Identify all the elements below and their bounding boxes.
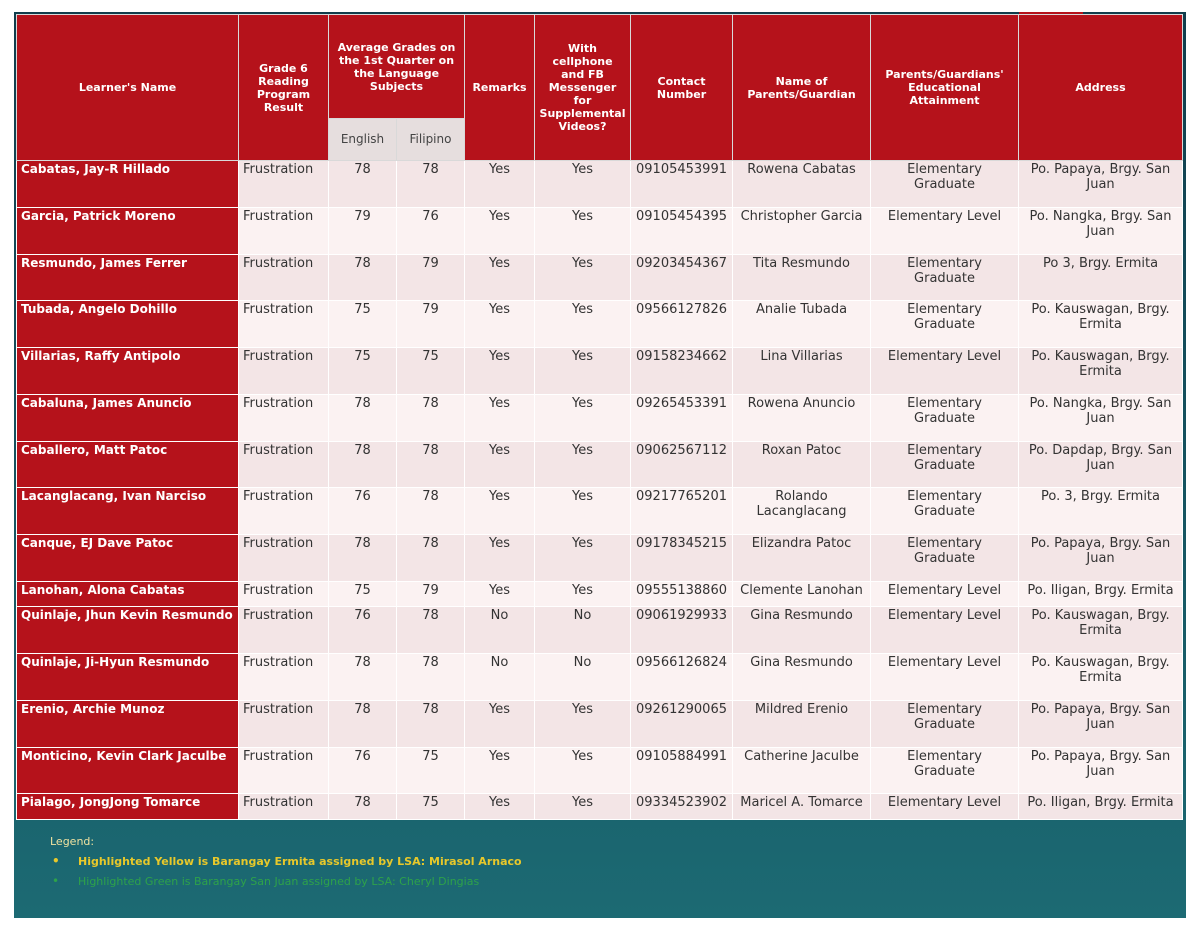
table-row	[17, 301, 1183, 348]
filipino-grade-cell: 75	[397, 747, 465, 794]
education-cell: Elementary Level	[871, 794, 1019, 820]
parent-name-cell: Elizandra Patoc	[733, 535, 871, 582]
remarks-cell: Yes	[465, 348, 535, 395]
address-cell: Po. Iligan, Brgy. Ermita	[1019, 581, 1183, 607]
learner-name-cell: Caballero, Matt Patoc	[17, 441, 239, 488]
education-cell: Elementary Level	[871, 348, 1019, 395]
remarks-cell: Yes	[465, 488, 535, 535]
header-average-grades: Average Grades on the 1st Quarter on the Language Subjects	[329, 15, 465, 119]
english-grade-cell: 76	[329, 488, 397, 535]
education-cell: Elementary Graduate	[871, 254, 1019, 301]
english-grade-cell: 78	[329, 654, 397, 701]
english-grade-cell: 75	[329, 301, 397, 348]
cellphone-cell: Yes	[535, 348, 631, 395]
legend-item-green	[52, 872, 750, 890]
reading-result-cell: Frustration	[239, 161, 329, 208]
header-contact: Contact Number	[631, 15, 733, 161]
education-cell: Elementary Graduate	[871, 301, 1019, 348]
table-row	[17, 700, 1183, 747]
english-grade-cell: 78	[329, 161, 397, 208]
remarks-cell: Yes	[465, 794, 535, 820]
parent-name-cell: Rolando Lacanglacang	[733, 488, 871, 535]
parent-name-cell: Maricel A. Tomarce	[733, 794, 871, 820]
contact-number-cell: 09061929933	[631, 607, 733, 654]
table-row	[17, 747, 1183, 794]
header-education: Parents/Guardians' Educational Attainment	[871, 15, 1019, 161]
english-grade-cell: 75	[329, 348, 397, 395]
cellphone-cell: Yes	[535, 581, 631, 607]
contact-number-cell: 09265453391	[631, 394, 733, 441]
table-row	[17, 161, 1183, 208]
reading-result-cell: Frustration	[239, 794, 329, 820]
remarks-cell: Yes	[465, 394, 535, 441]
learner-name-cell: Resmundo, James Ferrer	[17, 254, 239, 301]
reading-result-cell: Frustration	[239, 581, 329, 607]
learner-name-cell: Lacanglacang, Ivan Narciso	[17, 488, 239, 535]
learners-table	[16, 14, 1183, 820]
filipino-grade-cell: 75	[397, 794, 465, 820]
table-row	[17, 207, 1183, 254]
english-grade-cell: 78	[329, 254, 397, 301]
header-cellphone: With cellphone and FB Messenger for Supplemental Videos?	[535, 15, 631, 161]
bullet-icon: •	[52, 854, 60, 868]
education-cell: Elementary Graduate	[871, 535, 1019, 582]
education-cell: Elementary Level	[871, 607, 1019, 654]
english-grade-cell: 76	[329, 747, 397, 794]
contact-number-cell: 09105453991	[631, 161, 733, 208]
contact-number-cell: 09261290065	[631, 700, 733, 747]
parent-name-cell: Clemente Lanohan	[733, 581, 871, 607]
header-english: English	[329, 119, 397, 161]
education-cell: Elementary Graduate	[871, 747, 1019, 794]
cellphone-cell: Yes	[535, 441, 631, 488]
reading-result-cell: Frustration	[239, 488, 329, 535]
parent-name-cell: Rowena Cabatas	[733, 161, 871, 208]
education-cell: Elementary Graduate	[871, 488, 1019, 535]
reading-result-cell: Frustration	[239, 535, 329, 582]
parent-name-cell: Christopher Garcia	[733, 207, 871, 254]
parent-name-cell: Analie Tubada	[733, 301, 871, 348]
parent-name-cell: Rowena Anuncio	[733, 394, 871, 441]
cellphone-cell: Yes	[535, 394, 631, 441]
parent-name-cell: Gina Resmundo	[733, 654, 871, 701]
remarks-cell: Yes	[465, 581, 535, 607]
table-row	[17, 794, 1183, 820]
legend-text-ermita: Highlighted Yellow is Barangay Ermita assigned by LSA: Mirasol Arnaco	[78, 854, 522, 868]
contact-number-cell: 09203454367	[631, 254, 733, 301]
reading-result-cell: Frustration	[239, 747, 329, 794]
parent-name-cell: Tita Resmundo	[733, 254, 871, 301]
address-cell: Po. Papaya, Brgy. San Juan	[1019, 161, 1183, 208]
english-grade-cell: 79	[329, 207, 397, 254]
education-cell: Elementary Graduate	[871, 700, 1019, 747]
learner-name-cell: Lanohan, Alona Cabatas	[17, 581, 239, 607]
english-grade-cell: 78	[329, 441, 397, 488]
table-row	[17, 654, 1183, 701]
address-cell: Po 3, Brgy. Ermita	[1019, 254, 1183, 301]
address-cell: Po. Kauswagan, Brgy. Ermita	[1019, 607, 1183, 654]
table-row	[17, 254, 1183, 301]
legend-item-yellow	[52, 852, 750, 870]
learner-name-cell: Tubada, Angelo Dohillo	[17, 301, 239, 348]
filipino-grade-cell: 75	[397, 348, 465, 395]
filipino-grade-cell: 78	[397, 700, 465, 747]
address-cell: Po. Papaya, Brgy. San Juan	[1019, 700, 1183, 747]
remarks-cell: Yes	[465, 535, 535, 582]
english-grade-cell: 78	[329, 700, 397, 747]
reading-result-cell: Frustration	[239, 700, 329, 747]
remarks-cell: Yes	[465, 301, 535, 348]
contact-number-cell: 09062567112	[631, 441, 733, 488]
remarks-cell: Yes	[465, 747, 535, 794]
header-grade6-result: Grade 6 Reading Program Result	[239, 15, 329, 161]
remarks-cell: Yes	[465, 254, 535, 301]
remarks-cell: No	[465, 607, 535, 654]
table-body	[17, 161, 1183, 820]
filipino-grade-cell: 78	[397, 535, 465, 582]
header-remarks: Remarks	[465, 15, 535, 161]
contact-number-cell: 09334523902	[631, 794, 733, 820]
reading-result-cell: Frustration	[239, 254, 329, 301]
english-grade-cell: 75	[329, 581, 397, 607]
education-cell: Elementary Graduate	[871, 394, 1019, 441]
learner-name-cell: Cabatas, Jay-R Hillado	[17, 161, 239, 208]
contact-number-cell: 09566127826	[631, 301, 733, 348]
slide	[14, 12, 1186, 918]
filipino-grade-cell: 79	[397, 254, 465, 301]
learner-name-cell: Quinlaje, Jhun Kevin Resmundo	[17, 607, 239, 654]
education-cell: Elementary Level	[871, 654, 1019, 701]
address-cell: Po. Papaya, Brgy. San Juan	[1019, 747, 1183, 794]
reading-result-cell: Frustration	[239, 394, 329, 441]
cellphone-cell: Yes	[535, 535, 631, 582]
filipino-grade-cell: 78	[397, 161, 465, 208]
remarks-cell: Yes	[465, 441, 535, 488]
parent-name-cell: Mildred Erenio	[733, 700, 871, 747]
legend-text-san-juan: Highlighted Green is Barangay San Juan assigned by LSA: Cheryl Dingias	[78, 874, 480, 888]
contact-number-cell: 09105884991	[631, 747, 733, 794]
cellphone-cell: Yes	[535, 700, 631, 747]
table-row	[17, 535, 1183, 582]
cellphone-cell: Yes	[535, 301, 631, 348]
english-grade-cell: 78	[329, 535, 397, 582]
address-cell: Po. Kauswagan, Brgy. Ermita	[1019, 301, 1183, 348]
filipino-grade-cell: 78	[397, 488, 465, 535]
parent-name-cell: Gina Resmundo	[733, 607, 871, 654]
english-grade-cell: 78	[329, 394, 397, 441]
legend	[50, 835, 750, 892]
filipino-grade-cell: 79	[397, 581, 465, 607]
learner-name-cell: Villarias, Raffy Antipolo	[17, 348, 239, 395]
address-cell: Po. Kauswagan, Brgy. Ermita	[1019, 348, 1183, 395]
education-cell: Elementary Level	[871, 581, 1019, 607]
address-cell: Po. Kauswagan, Brgy. Ermita	[1019, 654, 1183, 701]
english-grade-cell: 78	[329, 794, 397, 820]
learner-name-cell: Quinlaje, Ji-Hyun Resmundo	[17, 654, 239, 701]
reading-result-cell: Frustration	[239, 654, 329, 701]
address-cell: Po. 3, Brgy. Ermita	[1019, 488, 1183, 535]
learner-name-cell: Cabaluna, James Anuncio	[17, 394, 239, 441]
table-row	[17, 607, 1183, 654]
cellphone-cell: No	[535, 607, 631, 654]
cellphone-cell: Yes	[535, 161, 631, 208]
reading-result-cell: Frustration	[239, 607, 329, 654]
learner-name-cell: Garcia, Patrick Moreno	[17, 207, 239, 254]
cellphone-cell: Yes	[535, 207, 631, 254]
table-row	[17, 394, 1183, 441]
contact-number-cell: 09105454395	[631, 207, 733, 254]
contact-number-cell: 09566126824	[631, 654, 733, 701]
address-cell: Po. Iligan, Brgy. Ermita	[1019, 794, 1183, 820]
english-grade-cell: 76	[329, 607, 397, 654]
reading-result-cell: Frustration	[239, 207, 329, 254]
address-cell: Po. Nangka, Brgy. San Juan	[1019, 394, 1183, 441]
cellphone-cell: Yes	[535, 254, 631, 301]
table-row	[17, 581, 1183, 607]
remarks-cell: No	[465, 654, 535, 701]
address-cell: Po. Nangka, Brgy. San Juan	[1019, 207, 1183, 254]
education-cell: Elementary Graduate	[871, 161, 1019, 208]
filipino-grade-cell: 78	[397, 441, 465, 488]
filipino-grade-cell: 79	[397, 301, 465, 348]
parent-name-cell: Roxan Patoc	[733, 441, 871, 488]
education-cell: Elementary Graduate	[871, 441, 1019, 488]
filipino-grade-cell: 78	[397, 607, 465, 654]
learner-name-cell: Monticino, Kevin Clark Jaculbe	[17, 747, 239, 794]
table-row	[17, 348, 1183, 395]
parent-name-cell: Lina Villarias	[733, 348, 871, 395]
remarks-cell: Yes	[465, 700, 535, 747]
reading-result-cell: Frustration	[239, 301, 329, 348]
remarks-cell: Yes	[465, 207, 535, 254]
learner-name-cell: Erenio, Archie Munoz	[17, 700, 239, 747]
remarks-cell: Yes	[465, 161, 535, 208]
contact-number-cell: 09217765201	[631, 488, 733, 535]
cellphone-cell: Yes	[535, 794, 631, 820]
learner-name-cell: Canque, EJ Dave Patoc	[17, 535, 239, 582]
cellphone-cell: Yes	[535, 488, 631, 535]
contact-number-cell: 09158234662	[631, 348, 733, 395]
header-filipino: Filipino	[397, 119, 465, 161]
filipino-grade-cell: 76	[397, 207, 465, 254]
contact-number-cell: 09178345215	[631, 535, 733, 582]
legend-title: Legend:	[50, 835, 95, 848]
header-parent: Name of Parents/Guardian	[733, 15, 871, 161]
reading-result-cell: Frustration	[239, 441, 329, 488]
education-cell: Elementary Level	[871, 207, 1019, 254]
filipino-grade-cell: 78	[397, 654, 465, 701]
contact-number-cell: 09555138860	[631, 581, 733, 607]
header-name: Learner's Name	[17, 15, 239, 161]
address-cell: Po. Dapdap, Brgy. San Juan	[1019, 441, 1183, 488]
bullet-icon: •	[52, 874, 60, 888]
header-address: Address	[1019, 15, 1183, 161]
cellphone-cell: Yes	[535, 747, 631, 794]
address-cell: Po. Papaya, Brgy. San Juan	[1019, 535, 1183, 582]
cellphone-cell: No	[535, 654, 631, 701]
learner-name-cell: Pialago, JongJong Tomarce	[17, 794, 239, 820]
reading-result-cell: Frustration	[239, 348, 329, 395]
filipino-grade-cell: 78	[397, 394, 465, 441]
table-row	[17, 441, 1183, 488]
table-row	[17, 488, 1183, 535]
parent-name-cell: Catherine Jaculbe	[733, 747, 871, 794]
